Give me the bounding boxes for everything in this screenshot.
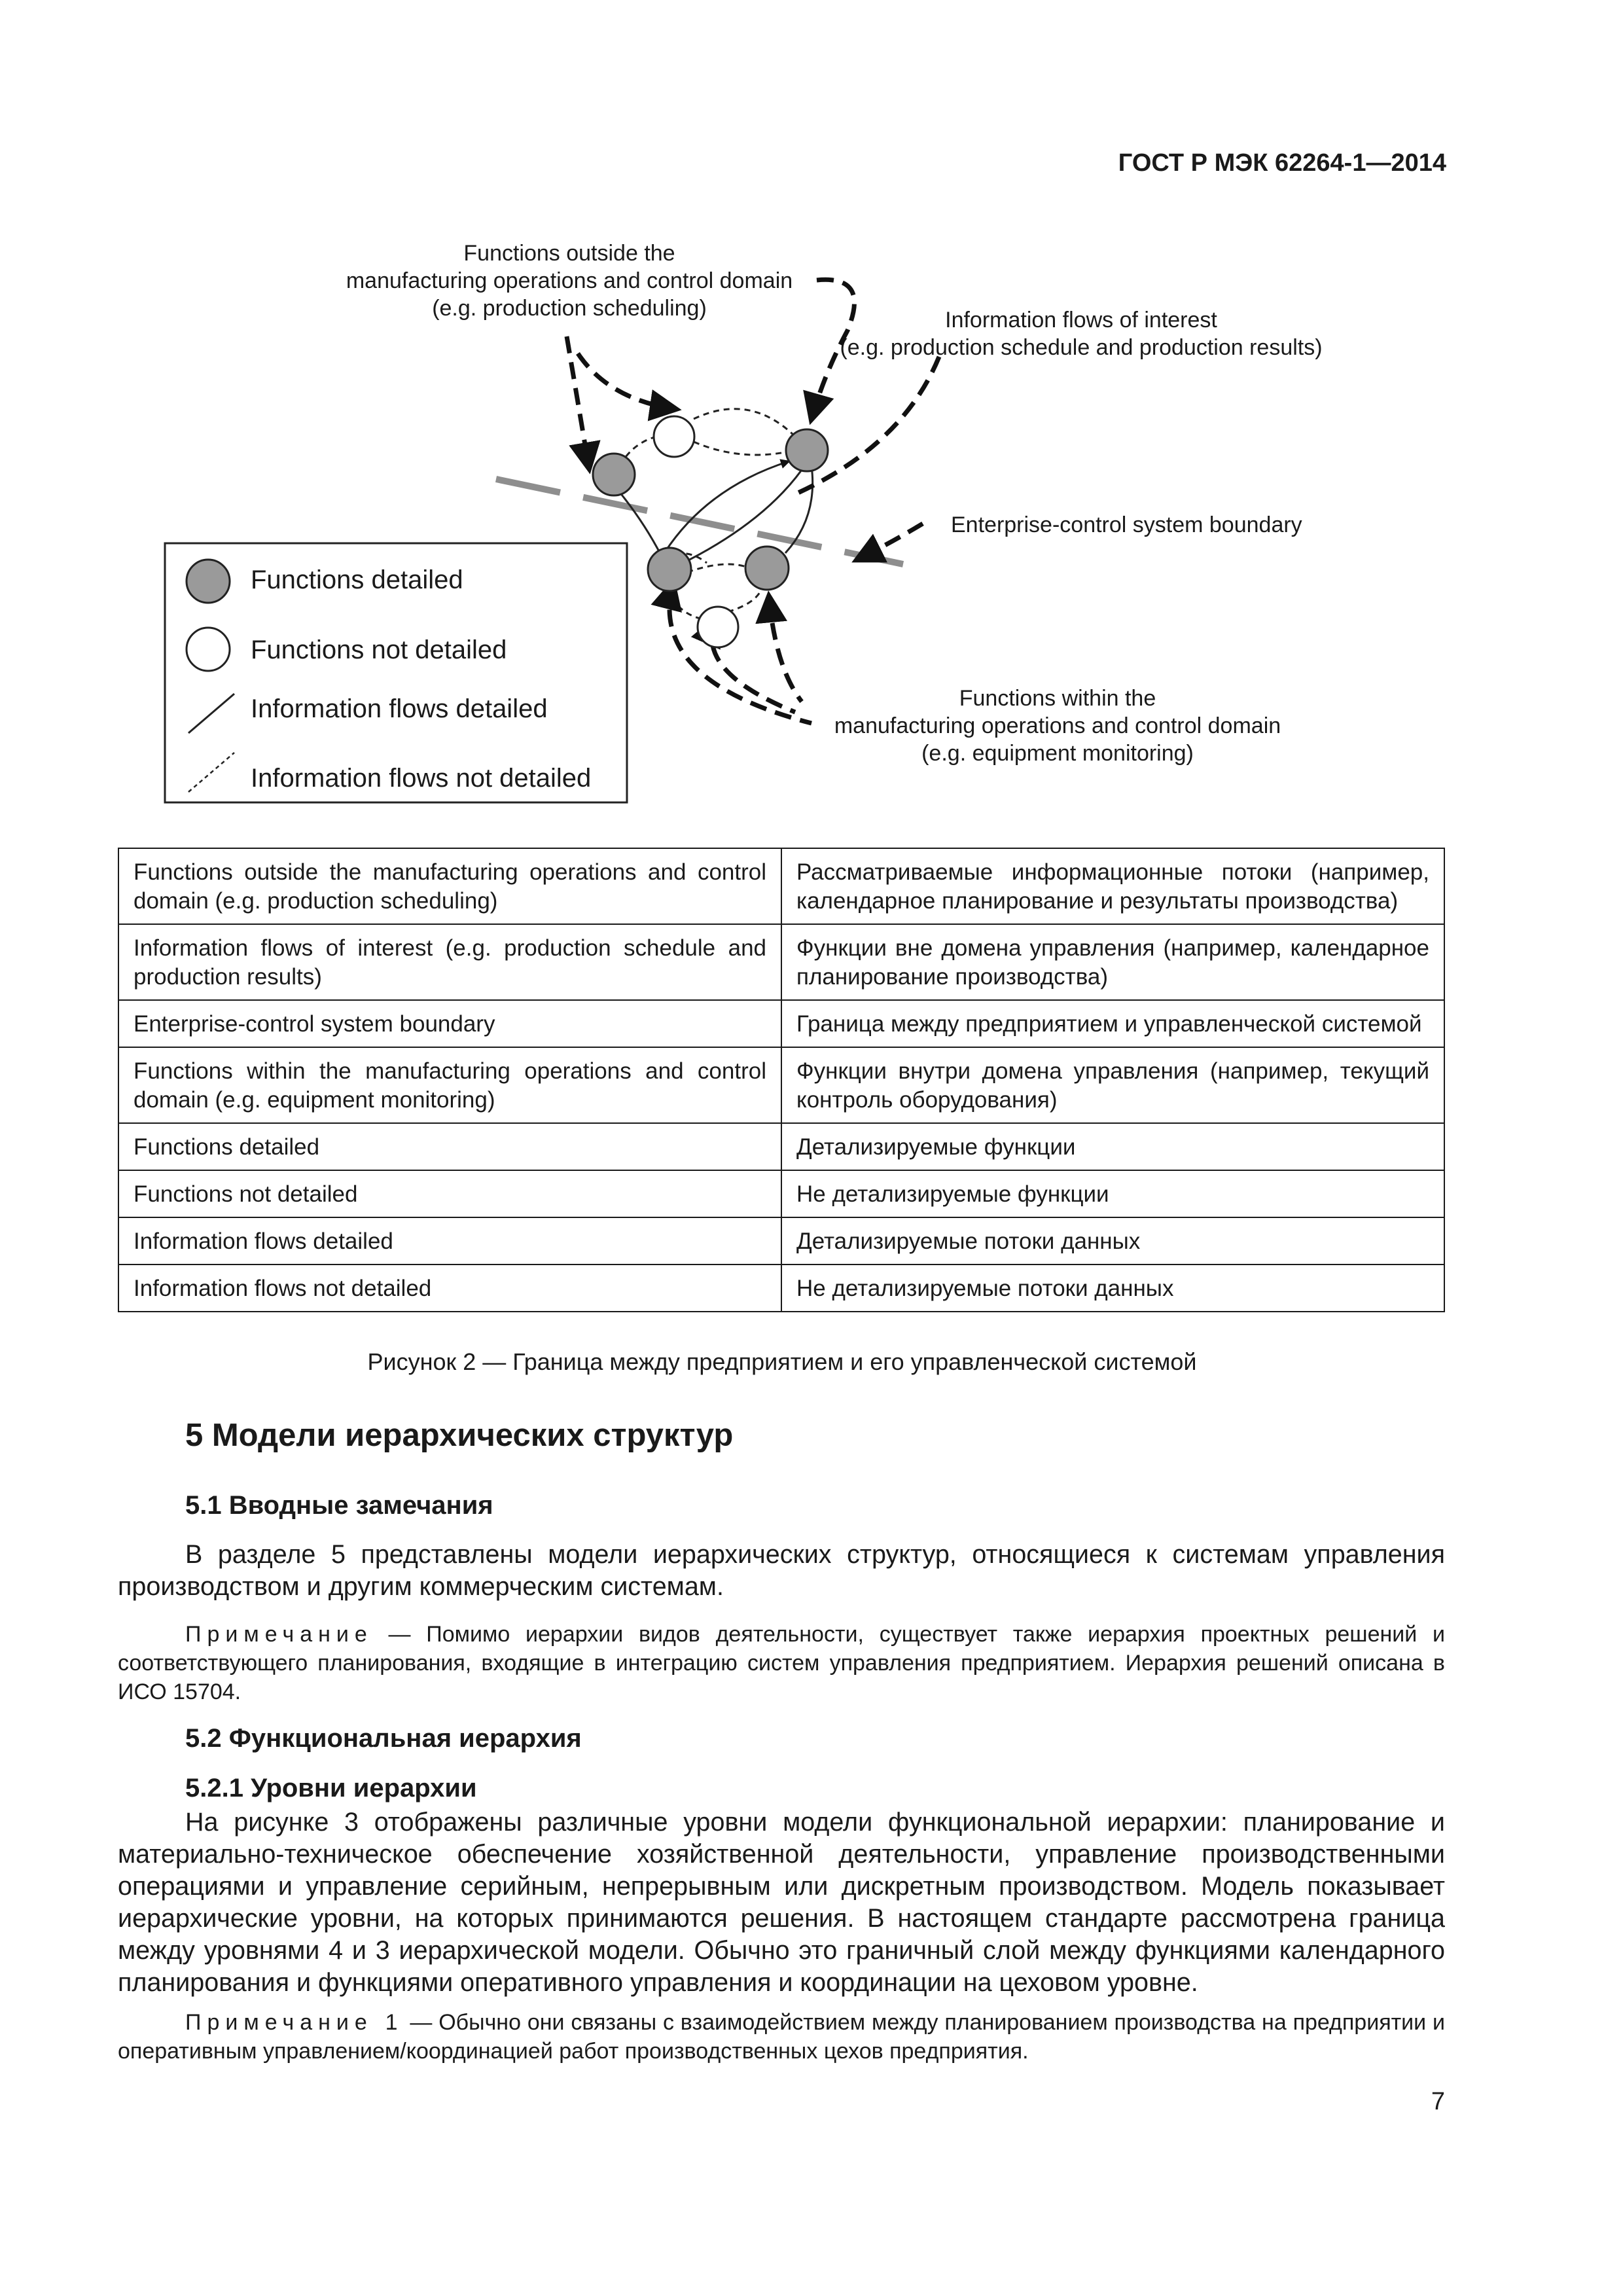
label-boundary: Enterprise-control system boundary: [951, 512, 1302, 537]
table-cell-ru: Детализируемые потоки данных: [781, 1217, 1444, 1265]
section-5-2-1-title: 5.2.1 Уровни иерархии: [185, 1774, 477, 1803]
table-row: [118, 1170, 1444, 1217]
section-5-2-1-note: [118, 2008, 1445, 2066]
table-cell-ru: Не детализируемые функции: [781, 1170, 1444, 1217]
section-5-1-note: [118, 1620, 1445, 1706]
figure-legend-table: [118, 848, 1445, 1312]
table-cell-en: Information flows not detailed: [118, 1265, 781, 1312]
figure-caption: Рисунок 2 — Граница между предприятием и его управленческой системой: [367, 1348, 1197, 1375]
table-row: [118, 924, 1444, 1000]
table-row: [118, 1265, 1444, 1312]
enterprise-control-boundary-line: [496, 479, 903, 564]
section-5-1-paragraph: В разделе 5 представлены модели иерархических структур, относящиеся к системам управления производством и другим коммерческим системам.: [118, 1540, 1445, 1601]
note-label: Примечание 1: [185, 2010, 404, 2035]
table-cell-en: Enterprise-control system boundary: [118, 1000, 781, 1047]
label-within-line3: (e.g. equipment monitoring): [921, 741, 1194, 766]
table-cell-en: Information flows detailed: [118, 1217, 781, 1265]
table-cell-ru: Детализируемые функции: [781, 1123, 1444, 1170]
legend-flows-detailed-icon: [188, 694, 234, 733]
legend-functions-detailed: Functions detailed: [251, 565, 463, 594]
table-row: [118, 848, 1444, 924]
node-within-detailed-right: [745, 547, 789, 590]
label-outside-line3: (e.g. production scheduling): [432, 296, 707, 321]
table-row: [118, 1123, 1444, 1170]
table-cell-ru: Рассматриваемые информационные потоки (например, календарное планирование и результаты производства): [781, 848, 1444, 924]
table-row: [118, 1217, 1444, 1265]
table-cell-en: Functions outside the manufacturing operations and control domain (e.g. production scheduling): [118, 848, 781, 924]
table-cell-en: Functions detailed: [118, 1123, 781, 1170]
legend-flows-detailed: Information flows detailed: [251, 694, 548, 723]
label-outside-line2: manufacturing operations and control domain: [346, 268, 793, 293]
section-5-2-1-paragraph: На рисунке 3 отображены различные уровни модели функциональной иерархии: планирование и материально-техническое обеспечение хозяйственной деятельности, управление производственными операциями и управление серийным, непрерывным или дискретным производством. Модель показывает иерархические уровни, на которых принимаются решения. В настоящем стандарте рассмотрена граница между уровнями 4 и 3 иерархической модели. Обычно это граничный слой между функциями календарного планирования и функциями оперативного управления и координации на цеховом уровне.: [118, 1808, 1445, 1997]
note-text: — Обычно они связаны с взаимодействием между планированием производства на предприятии и оперативным управлением/координацией работ производственных цехов предприятия.: [118, 2010, 1445, 2064]
legend-flows-not-detailed: Information flows not detailed: [251, 764, 592, 793]
table-cell-ru: Не детализируемые потоки данных: [781, 1265, 1444, 1312]
node-within-detailed-left: [648, 548, 691, 591]
table-cell-ru: Функции вне домена управления (например, календарное планирование производства): [781, 924, 1444, 1000]
table-row: [118, 1047, 1444, 1123]
label-within-line1: Functions within the: [959, 686, 1156, 711]
legend-flows-not-detailed-icon: [188, 753, 234, 792]
note-text: — Помимо иерархии видов деятельности, существует также иерархия проектных решений и соответствующего планирования, входящие в интеграцию систем управления предприятием. Иерархия решений описана в ИСО 15704.: [118, 1622, 1445, 1704]
legend-functions-detailed-icon: [187, 560, 230, 603]
node-outside-not-detailed: [654, 416, 694, 457]
document-header: ГОСТ Р МЭК 62264-1—2014: [1118, 149, 1446, 177]
flows-detailed: [622, 461, 813, 564]
label-flows-line1: Information flows of interest: [945, 308, 1217, 332]
note-label: Примечание: [185, 1622, 373, 1647]
node-outside-detailed-left: [593, 454, 635, 495]
legend-functions-not-detailed-icon: [187, 628, 230, 671]
table-cell-en: Functions not detailed: [118, 1170, 781, 1217]
section-5-1-title: 5.1 Вводные замечания: [185, 1491, 493, 1520]
section-5-2-title: 5.2 Функциональная иерархия: [185, 1724, 582, 1753]
table-cell-en: Information flows of interest (e.g. production schedule and production results): [118, 924, 781, 1000]
node-within-not-detailed: [698, 607, 738, 647]
legend-functions-not-detailed: Functions not detailed: [251, 636, 507, 664]
label-flows-line2: (e.g. production schedule and production results): [840, 335, 1323, 360]
table-cell-ru: Функции внутри домена управления (например, текущий контроль оборудования): [781, 1047, 1444, 1123]
label-outside-line1: Functions outside the: [463, 241, 675, 266]
table-row: [118, 1000, 1444, 1047]
section-5-title: 5 Модели иерархических структур: [185, 1418, 734, 1453]
table-cell-ru: Граница между предприятием и управленческой системой: [781, 1000, 1444, 1047]
label-within-line2: manufacturing operations and control domain: [834, 713, 1281, 738]
page-number: 7: [1431, 2088, 1445, 2115]
boundary-diagram: [151, 223, 1459, 818]
table-cell-en: Functions within the manufacturing operations and control domain (e.g. equipment monitoring): [118, 1047, 781, 1123]
node-outside-detailed-right: [786, 429, 828, 471]
